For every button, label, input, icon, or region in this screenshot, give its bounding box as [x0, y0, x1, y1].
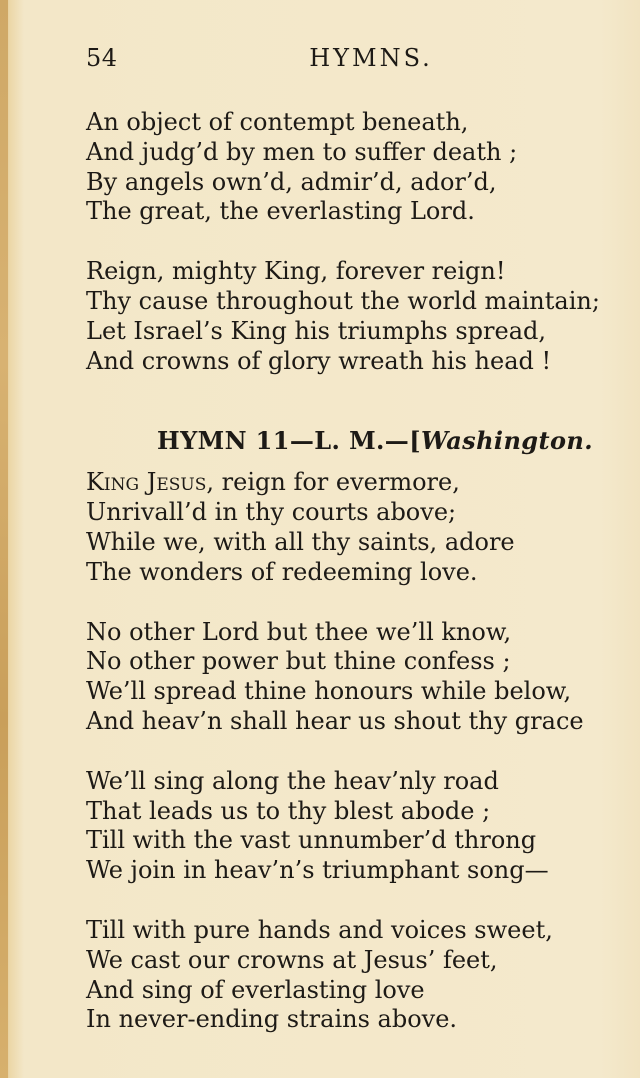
- verse-line: Reign, mighty King, forever reign!: [86, 257, 506, 286]
- hymn-tune-name: Washington.: [420, 426, 593, 456]
- stanza-before-2: [86, 257, 632, 376]
- hymn-stanza-3: [86, 767, 632, 886]
- verse-line: We’ll sing along the heav’nly road: [86, 766, 499, 795]
- title-gap: [86, 456, 632, 468]
- running-head: HYMNS.: [309, 44, 433, 72]
- verse-line: We cast our crowns at Jesus’ feet,: [86, 945, 498, 974]
- hymn-stanza-1: [86, 468, 632, 587]
- stanza-before-1: [86, 108, 632, 227]
- verse-line: In never-ending strains above.: [86, 1005, 458, 1034]
- verse-line: An object of contempt beneath,: [86, 108, 469, 136]
- verse-line: The wonders of redeeming love.: [86, 557, 478, 586]
- hymn-title: [86, 426, 632, 456]
- verse-line: Till with pure hands and voices sweet,: [86, 915, 553, 944]
- page-header: [86, 44, 622, 78]
- page-content: [86, 108, 632, 1035]
- first-words: King Jesus,: [86, 468, 215, 497]
- verse-line: Till with the vast unnumber’d throng: [86, 826, 537, 855]
- stanza-gap: [86, 227, 632, 257]
- stanza-gap: [86, 886, 632, 916]
- verse-line: We’ll spread thine honours while below,: [86, 677, 572, 706]
- verse-line: By angels own’d, admir’d, ador’d,: [86, 167, 497, 196]
- verse-line: Thy cause throughout the world maintain;: [86, 286, 600, 315]
- section-gap: [86, 376, 632, 426]
- first-line-rest: reign for evermore,: [214, 468, 460, 497]
- stanza-gap: [86, 588, 632, 618]
- verse-line: And judg’d by men to suffer death ;: [86, 137, 518, 166]
- stanza-gap: [86, 737, 632, 767]
- verse-line: And crowns of glory wreath his head !: [86, 346, 552, 375]
- page-number: 54: [86, 44, 118, 72]
- verse-line: No other Lord but thee we’ll know,: [86, 617, 512, 646]
- verse-line: That leads us to thy blest abode ;: [86, 796, 491, 825]
- verse-line: Unrivall’d in thy courts above;: [86, 498, 457, 527]
- verse-line: Let Israel’s King his triumphs spread,: [86, 316, 547, 345]
- hymn-stanza-2: [86, 618, 632, 737]
- hymn-stanza-4: [86, 916, 632, 1035]
- verse-line: And heav’n shall hear us shout thy grace: [86, 706, 584, 735]
- verse-line: While we, with all thy saints, adore: [86, 527, 515, 556]
- verse-line: We join in heav’n’s triumphant song—: [86, 856, 549, 885]
- verse-line: The great, the everlasting Lord.: [86, 197, 475, 226]
- verse-line-first: [86, 468, 632, 498]
- verse-line: No other power but thine confess ;: [86, 647, 511, 676]
- verse-line: And sing of everlasting love: [86, 975, 425, 1004]
- hymn-title-prefix: HYMN 11—L. M.—[: [157, 426, 421, 456]
